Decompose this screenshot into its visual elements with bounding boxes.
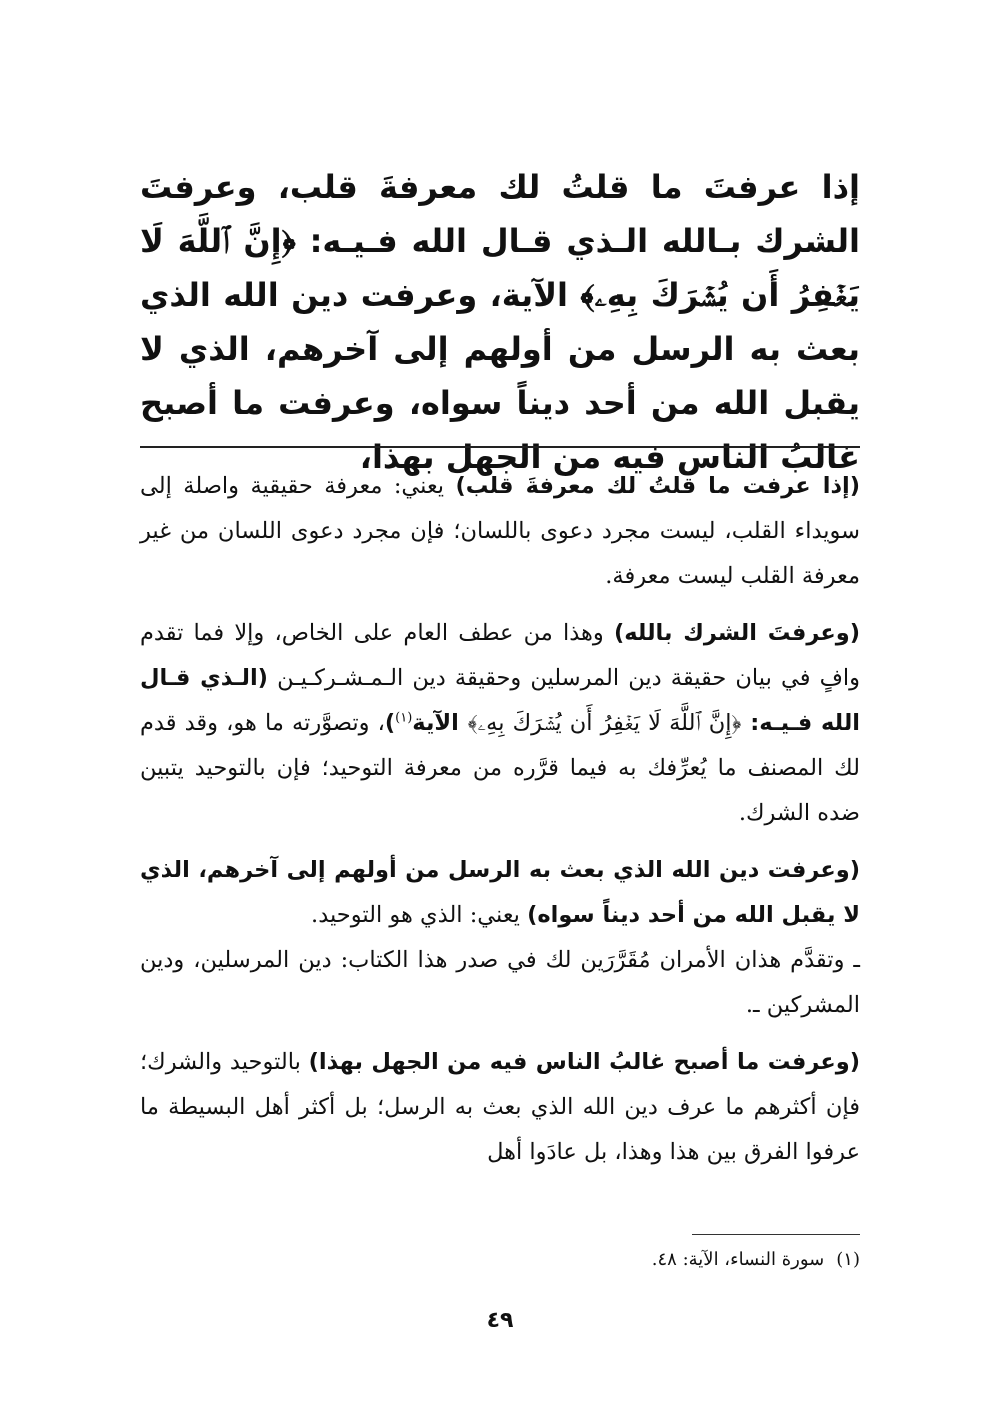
commentary-paragraph-4 [140, 1040, 860, 1175]
separator-line [140, 446, 860, 448]
commentary-text: ، وتصوَّرته ما هو، وقد قدم لك المصنف ما يُعرِّفك به فيما قرَّره من معرفة التوحيد؛ فإن بالتوحيد يتبين ضده الشرك. [140, 710, 860, 826]
book-page [140, 0, 860, 1417]
main-text-paragraph: إذا عرفتَ ما قلتُ لك معرفةَ قلب، وعرفتَ الشرك بـالله الـذي قـال الله فـيـه: ﴿إِنَّ ٱللَّهَ لَا يَغۡفِرُ أَن يُشۡرَكَ بِهِۦ﴾ الآية، وعرفت دين الله الذي بعث به الرسل من أولهم إلى آخرهم، الذي لا يقبل الله من أحد ديناً سواه، وعرفت ما أصبح غالبُ الناس فيه من الجهل بهذا، [140, 168, 860, 476]
commentary-text: ـ وتقدَّم هذان الأمران مُقَرَّرَين لك في صدر هذا الكتاب: دين المرسلين، ودين المشركين ـ. [140, 947, 860, 1018]
footnote-separator [692, 1234, 860, 1235]
quoted-phrase: الآية [412, 710, 468, 736]
commentary-text: بالتوحيد والشرك؛ فإن أكثرهم ما عرف دين الله الذي بعث به الرسل؛ بل أكثر أهل البسيطة ما عرفوا الفرق بين هذا وهذا، بل عادَوا أهل [140, 1049, 860, 1165]
page-number: ٤٩ [486, 1308, 514, 1333]
quoted-phrase: (الـذي قـال الله فـيـه: [140, 665, 860, 736]
footnote [140, 1246, 860, 1274]
commentary-paragraph-2 [140, 611, 860, 836]
main-text [140, 160, 860, 484]
quoted-phrase-close: ) [384, 710, 396, 736]
commentary-paragraph-1 [140, 464, 860, 599]
commentary-paragraph-3 [140, 848, 860, 1028]
quoted-phrase: (وعرفت ما أصبح غالبُ الناس فيه من الجهل بهذا) [308, 1049, 860, 1075]
quoted-phrase: (وعرفتَ الشرك بالله) [613, 620, 860, 646]
quran-verse: ﴿إِنَّ ٱللَّهَ لَا يَغۡفِرُ أَن يُشۡرَكَ بِهِۦ﴾ [467, 710, 742, 736]
commentary-text: يعني: معرفة حقيقية واصلة إلى سويداء القلب، ليست مجرد دعوى باللسان؛ فإن مجرد دعوى اللسان من غير معرفة القلب ليست معرفة. [140, 473, 860, 589]
quoted-phrase: (إذا عرفت ما قلتُ لك معرفةَ قلب) [455, 473, 860, 499]
footnote-marker[interactable]: (١) [395, 710, 413, 726]
commentary-text: وهذا من عطف العام على الخاص، وإلا فما تقدم وافٍ في بيان حقيقة دين المرسلين وحقيقة دين الـمـشـركـيـن [140, 620, 861, 691]
quoted-phrase: (وعرفت دين الله الذي بعث به الرسل من أولهم إلى آخرهم، الذي لا يقبل الله من أحد ديناً سواه) [140, 857, 860, 928]
commentary [140, 464, 860, 1187]
footnote-number: (١) [836, 1249, 860, 1270]
footnote-text: سورة النساء، الآية: ٤٨. [651, 1249, 825, 1270]
commentary-text: يعني: الذي هو التوحيد. [311, 902, 528, 928]
